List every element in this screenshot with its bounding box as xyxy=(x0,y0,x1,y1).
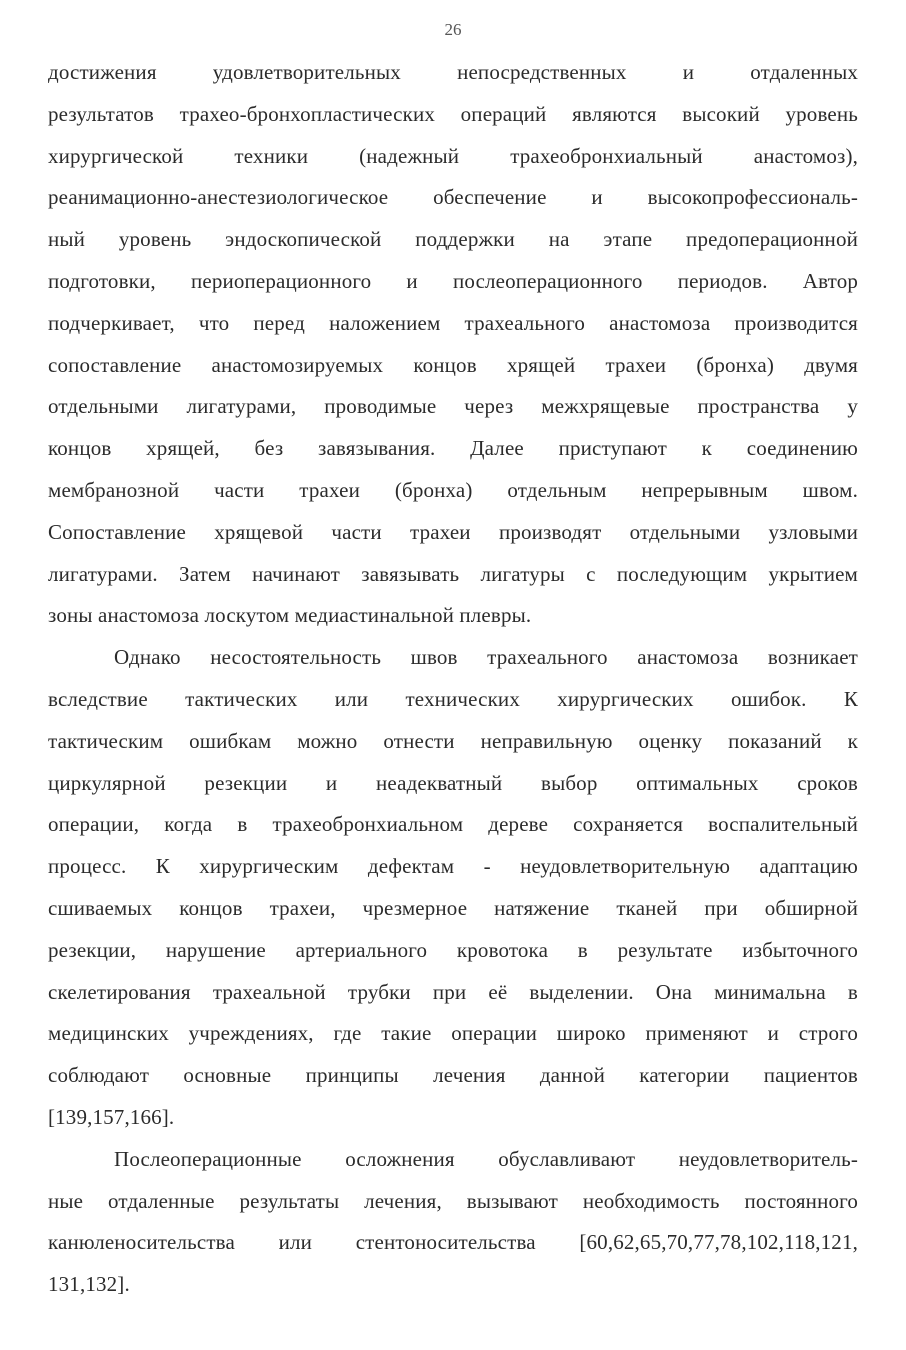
text-line: скелетирования трахеальной трубки при её выделении. Она минимальна в xyxy=(48,979,858,1004)
text-line: тактическим ошибкам можно отнести неправильную оценку показаний к xyxy=(48,728,858,753)
text-line: подготовки, периоперационного и послеоперационного периодов. Автор xyxy=(48,268,858,293)
citation-line: 131,132]. xyxy=(48,1272,130,1297)
paragraph-3 xyxy=(48,1139,858,1306)
paragraph-2 xyxy=(48,637,858,1139)
paragraph-1 xyxy=(48,52,858,637)
citation-line: [139,157,166]. xyxy=(48,1104,175,1129)
text-line: сопоставление анастомозируемых концов хрящей трахеи (бронха) двумя xyxy=(48,352,858,377)
text-line: процесс. К хирургическим дефектам - неудовлетворительную адаптацию xyxy=(48,854,858,879)
text-line: достижения удовлетворительных непосредственных и отдаленных xyxy=(48,60,858,84)
text-line: концов хрящей, без завязывания. Далее приступают к соединению xyxy=(48,436,858,461)
text-line: ные отдаленные результаты лечения, вызывают необходимость постоянного xyxy=(48,1188,858,1213)
page-body xyxy=(48,52,858,1306)
text-line: реанимационно-анестезиологическое обеспечение и высокопрофессиональ- xyxy=(48,185,858,210)
text-line: канюленосительства или стентоносительства [60,62,65,70,77,78,102,118,121, xyxy=(48,1230,858,1255)
text-line: соблюдают основные принципы лечения данной категории пациентов xyxy=(48,1063,858,1088)
text-line: вследствие тактических или технических хирургических ошибок. К xyxy=(48,686,858,711)
text-line: операции, когда в трахеобронхиальном дереве сохраняется воспалительный xyxy=(48,812,858,837)
text-line: сшиваемых концов трахеи, чрезмерное натяжение тканей при обширной xyxy=(48,895,858,920)
text-line: Однако несостоятельность швов трахеального анастомоза возникает xyxy=(114,645,858,670)
text-line: лигатурами. Затем начинают завязывать лигатуры с последующим укрытием xyxy=(48,561,858,586)
text-line: отдельными лигатурами, проводимые через межхрящевые пространства у xyxy=(48,394,858,419)
text-line: Сопоставление хрящевой части трахеи производят отдельными узловыми xyxy=(48,519,858,544)
text-line: мембранозной части трахеи (бронха) отдельным непрерывным швом. xyxy=(48,477,858,502)
page-number: 26 xyxy=(444,20,462,39)
text-line: результатов трахео-бронхопластических операций являются высокий уровень xyxy=(48,101,858,126)
text-line: хирургической техники (надежный трахеобронхиальный анастомоз), xyxy=(48,143,858,168)
text-line: медицинских учреждениях, где такие операции широко применяют и строго xyxy=(48,1021,858,1046)
text-line: резекции, нарушение артериального кровотока в результате избыточного xyxy=(48,937,858,962)
text-line: Послеоперационные осложнения обуславливают неудовлетворитель- xyxy=(114,1146,858,1171)
text-line: зоны анастомоза лоскутом медиастинальной плевры. xyxy=(48,603,532,628)
text-line: подчеркивает, что перед наложением трахеального анастомоза производится xyxy=(48,310,858,335)
text-line: ный уровень эндоскопической поддержки на этапе предоперационной xyxy=(48,227,858,252)
text-line: циркулярной резекции и неадекватный выбор оптимальных сроков xyxy=(48,770,858,795)
